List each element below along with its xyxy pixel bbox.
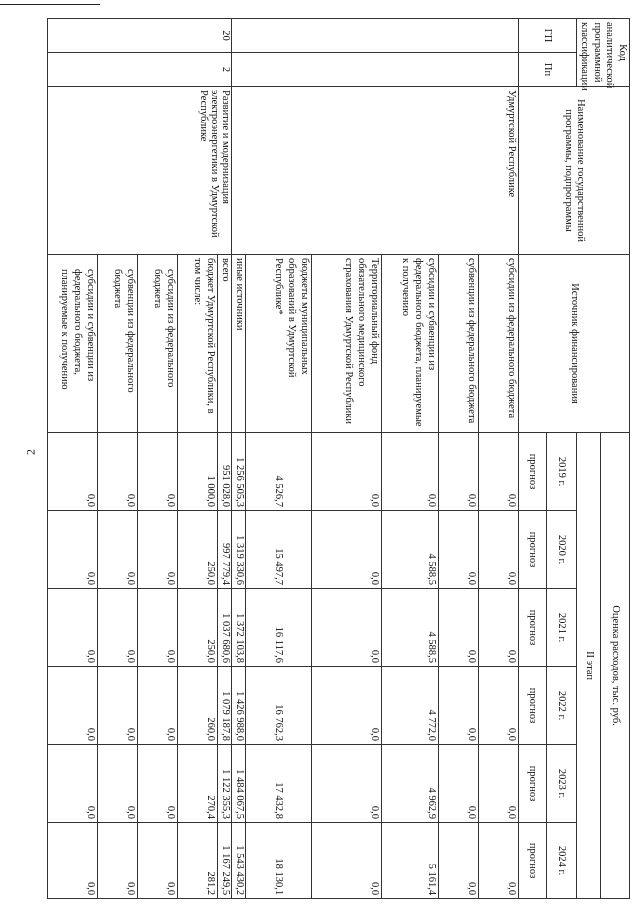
value-cell: 250,0 [177, 511, 217, 589]
value-cell: 1 000,0 [177, 433, 217, 511]
value-cell: 18 130,1 [245, 823, 311, 899]
source-cell: субвенции из федерального бюджета [97, 255, 137, 433]
header-rule [0, 4, 100, 5]
value-cell: 1 079 187,8 [217, 667, 231, 745]
value-cell: 1 372 103,8 [231, 589, 245, 667]
value-cell: 0,0 [438, 433, 478, 511]
gp-code: 20 [47, 19, 231, 53]
pp-code: 2 [47, 53, 231, 87]
source-cell: бюджет Удмуртской Республики, в том числе: [177, 255, 217, 433]
year-header: 2021 г. [546, 589, 576, 667]
value-cell: 0,0 [137, 433, 177, 511]
value-cell: 0,0 [478, 823, 518, 899]
code-header: Код аналитической программной классификации [576, 19, 629, 87]
value-cell: 1 319 330,6 [231, 511, 245, 589]
name-header: Наименование государственной программы, подпрограммы [518, 87, 629, 255]
source-cell: субвенции из федерального бюджета [438, 255, 478, 433]
value-cell: 0,0 [47, 433, 97, 511]
value-cell: 0,0 [478, 511, 518, 589]
year-header: 2020 г. [546, 511, 576, 589]
value-cell: 0,0 [97, 745, 137, 823]
value-cell: 0,0 [438, 511, 478, 589]
value-cell: 15 497,7 [245, 511, 311, 589]
year-header: 2023 г. [546, 745, 576, 823]
value-cell: 5 161,4 [381, 823, 438, 899]
value-cell: 951 028,0 [217, 433, 231, 511]
forecast-label: прогноз [518, 823, 546, 899]
year-header: 2019 г. [546, 433, 576, 511]
value-cell: 0,0 [311, 823, 381, 899]
value-cell: 0,0 [97, 511, 137, 589]
value-cell: 1 122 355,3 [217, 745, 231, 823]
forecast-label: прогноз [518, 511, 546, 589]
table-row [478, 19, 518, 899]
value-cell: 997 779,4 [217, 511, 231, 589]
value-cell: 0,0 [97, 823, 137, 899]
value-cell: 0,0 [311, 667, 381, 745]
value-cell: 0,0 [478, 433, 518, 511]
value-cell: 1 543 430,2 [231, 823, 245, 899]
value-cell: 0,0 [137, 589, 177, 667]
value-cell: 1 426 988,0 [231, 667, 245, 745]
value-cell: 260,0 [177, 667, 217, 745]
value-cell: 4 588,5 [381, 511, 438, 589]
forecast-label: прогноз [518, 433, 546, 511]
year-header: 2022 г. [546, 667, 576, 745]
page-number: 2 [23, 449, 38, 455]
value-cell: 0,0 [478, 589, 518, 667]
source-cell: субсидии из федерального бюджета [137, 255, 177, 433]
source-cell: субсидии и субвенции из федерального бюджета, планируемые к получению [47, 255, 97, 433]
program-name: Удмуртской Республике [231, 87, 518, 255]
rotated-page [50, 18, 630, 898]
program-name: Развитие и модернизация электроэнергетики в Удмуртской Республике [47, 87, 231, 255]
value-cell: 0,0 [438, 667, 478, 745]
forecast-label: прогноз [518, 667, 546, 745]
value-cell: 0,0 [478, 745, 518, 823]
value-cell: 0,0 [478, 667, 518, 745]
pp-code [231, 53, 518, 87]
value-cell: 4 526,7 [245, 433, 311, 511]
stage-header: II этап [576, 433, 601, 899]
value-cell: 1 256 505,3 [231, 433, 245, 511]
value-cell: 17 432,8 [245, 745, 311, 823]
value-cell: 250,0 [177, 589, 217, 667]
value-cell: 1 484 067,5 [231, 745, 245, 823]
value-cell: 0,0 [47, 667, 97, 745]
pp-header: Пп [518, 53, 576, 87]
value-cell: 1 167 249,5 [217, 823, 231, 899]
estimate-header: Оценка расходов, тыс. руб. [601, 433, 630, 899]
value-cell: 0,0 [47, 745, 97, 823]
forecast-label: прогноз [518, 745, 546, 823]
value-cell: 0,0 [47, 511, 97, 589]
value-cell: 270,4 [177, 745, 217, 823]
value-cell: 4 772,0 [381, 667, 438, 745]
value-cell: 0,0 [381, 433, 438, 511]
value-cell: 0,0 [97, 667, 137, 745]
value-cell: 0,0 [47, 823, 97, 899]
value-cell: 0,0 [311, 511, 381, 589]
value-cell: 0,0 [137, 823, 177, 899]
source-cell: Территориальный фонд обязательного медицинского страхования Удмуртской Республики [311, 255, 381, 433]
source-cell: бюджеты муниципальных образований в Удмуртской Республике* [245, 255, 311, 433]
value-cell: 0,0 [438, 745, 478, 823]
gp-code [231, 19, 518, 53]
year-header: 2024 г. [546, 823, 576, 899]
source-cell: всего [217, 255, 231, 433]
value-cell: 0,0 [97, 433, 137, 511]
source-header: Источник финансирования [518, 255, 629, 433]
value-cell: 4 962,9 [381, 745, 438, 823]
value-cell: 0,0 [311, 589, 381, 667]
value-cell: 0,0 [438, 823, 478, 899]
value-cell: 4 588,5 [381, 589, 438, 667]
value-cell: 16 117,6 [245, 589, 311, 667]
value-cell: 16 762,3 [245, 667, 311, 745]
value-cell: 1 037 680,6 [217, 589, 231, 667]
value-cell: 0,0 [311, 745, 381, 823]
source-cell: иные источники [231, 255, 245, 433]
value-cell: 0,0 [137, 745, 177, 823]
source-cell: субсидии и субвенции из федерального бюджета, планируемые к получению [381, 255, 438, 433]
value-cell: 0,0 [137, 667, 177, 745]
table-row [217, 19, 231, 899]
forecast-label: прогноз [518, 589, 546, 667]
value-cell: 0,0 [311, 433, 381, 511]
source-cell: субсидии из федерального бюджета [478, 255, 518, 433]
value-cell: 281,2 [177, 823, 217, 899]
value-cell: 0,0 [97, 589, 137, 667]
value-cell: 0,0 [137, 511, 177, 589]
expenditure-table [47, 18, 630, 899]
gp-header: ГП [518, 19, 576, 53]
value-cell: 0,0 [438, 589, 478, 667]
value-cell: 0,0 [47, 589, 97, 667]
